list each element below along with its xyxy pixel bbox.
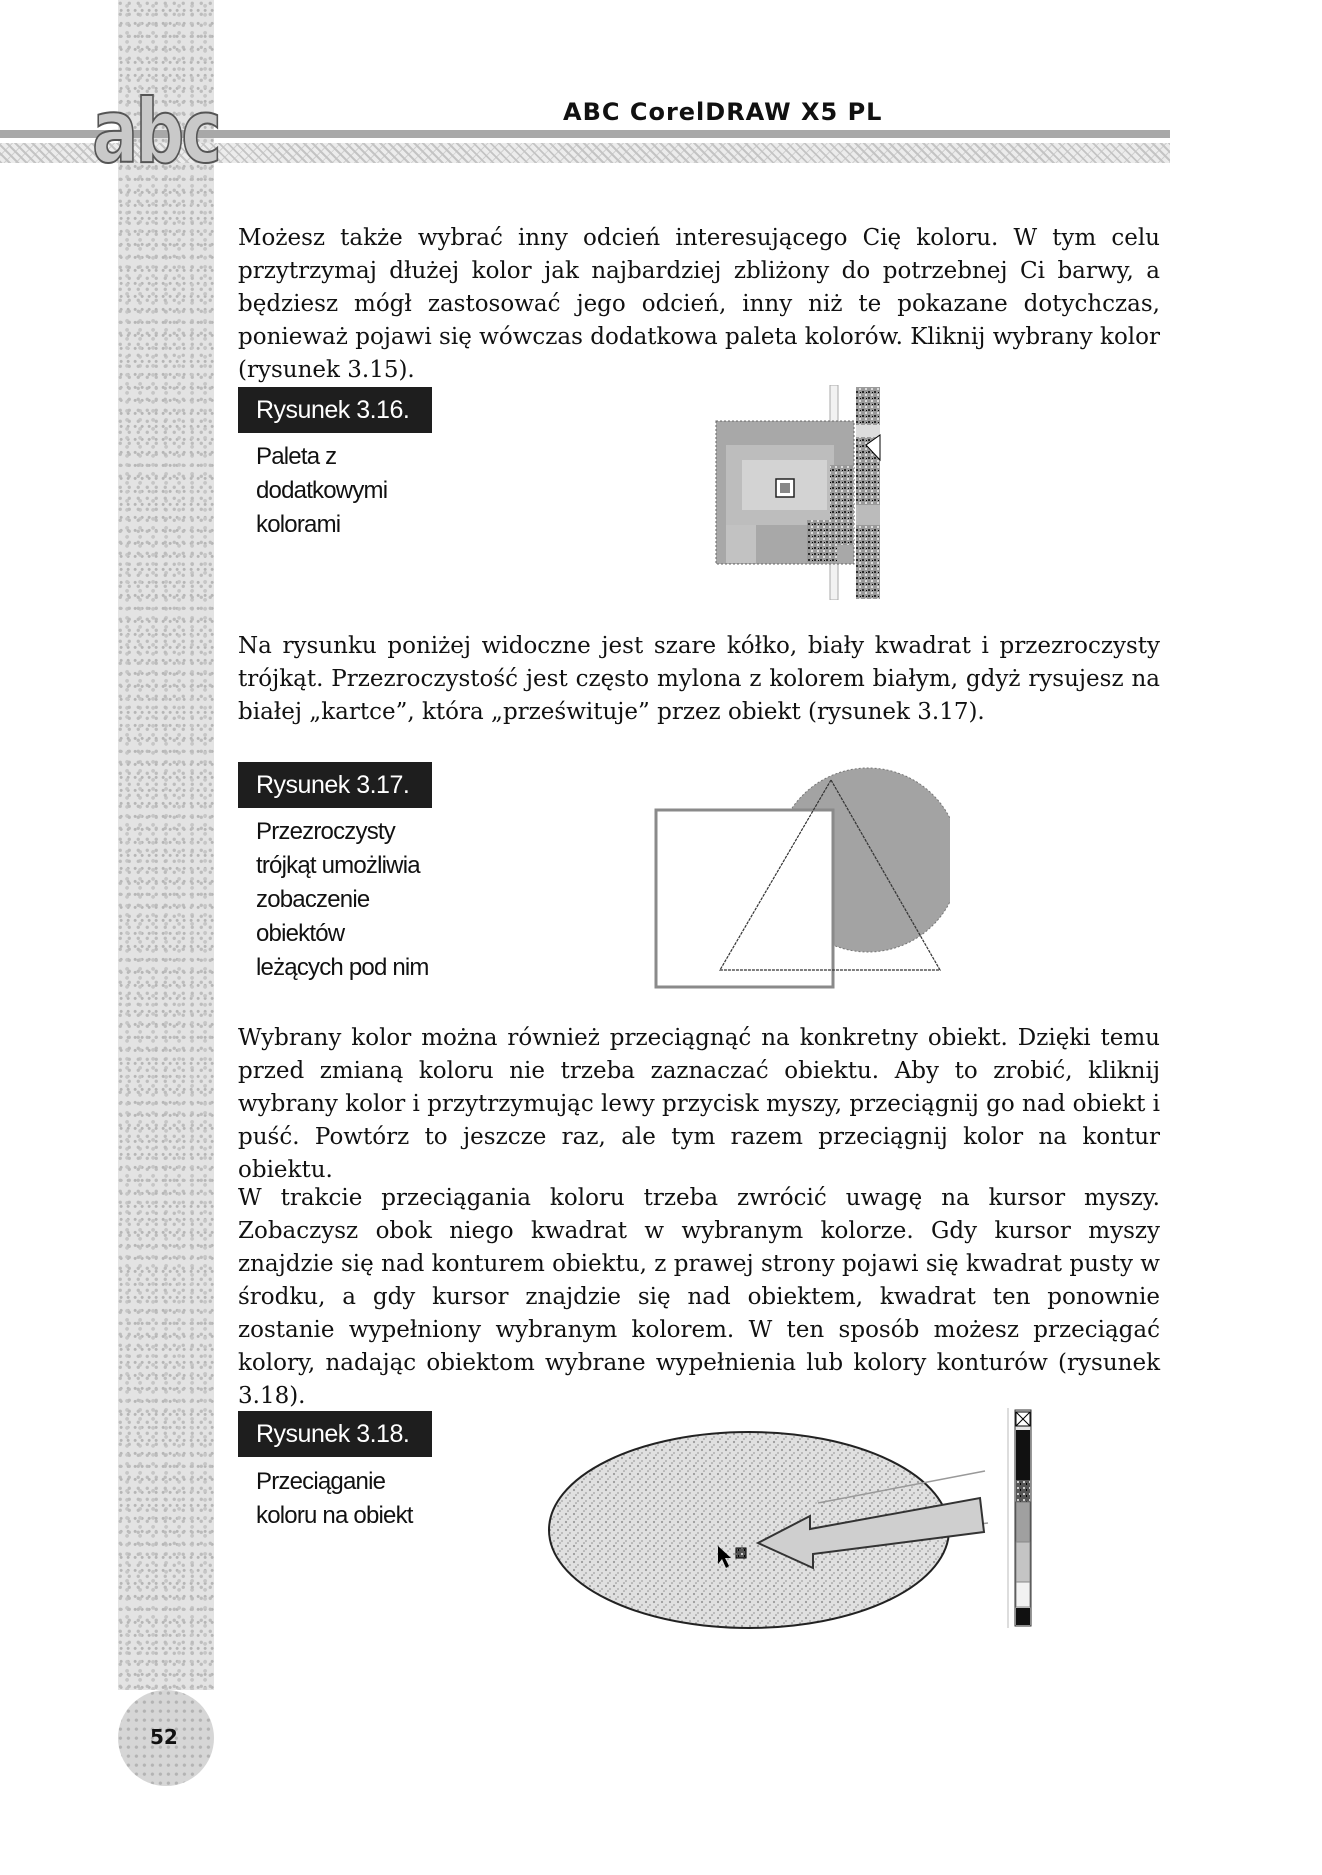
- drag-color-figure: [548, 1408, 1048, 1633]
- white-square: [656, 810, 833, 987]
- figure-label-3-17: Rysunek 3.17.: [238, 762, 432, 808]
- paragraph-2: Na rysunku poniżej widoczne jest szare kółko, biały kwadrat i przezroczysty trójkąt. Przezroczystość jest często mylona z kolorem białym, gdyż rysujesz na białej „kartce”, która „prześwituje” przez obiekt (rysunek 3.17).: [238, 633, 1160, 725]
- paragraph-1: Możesz także wybrać inny odcień interesującego Cię koloru. W tym celu przytrzymaj dłużej kolor jak najbardziej zbliżony do potrzebnej Ci barwy, a będziesz mógł zastosować jego odcień, inny niż te pokazane dotychczas, ponieważ pojawi się wówczas dodatkowa paleta kolorów. Kliknij wybrany kolor (rysunek 3.15).: [238, 225, 1160, 383]
- paragraph-4: W trakcie przeciągania koloru trzeba zwrócić uwagę na kursor myszy. Zobaczysz obok niego kwadrat w wybranym kolorze. Gdy kursor myszy znajdzie się nad konturem obiektu, z prawej strony pojawi się kwadrat pusty w środku, a gdy kursor znajdzie się nad obiektem, kwadrat ten ponownie zostanie wypełniony wybranym kolorem. W ten sposób możesz przeciągać kolory, nadając obiektom wybrane wypełnienia lub kolory konturów (rysunek 3.18).: [238, 1185, 1160, 1409]
- palette-figure: [712, 385, 892, 600]
- transparency-figure: [650, 760, 950, 992]
- figure-caption-3-18: Przeciąganie koloru na obiekt: [256, 1468, 413, 1529]
- figure-caption-3-17: Przezroczysty trójkąt umożliwia zobaczenie obiektów leżących pod nim: [256, 818, 429, 981]
- page-number: 52: [150, 1725, 178, 1749]
- figure-label-3-16: Rysunek 3.16.: [238, 387, 432, 433]
- book-title: ABC CorelDRAW X5 PL: [563, 98, 883, 126]
- decorative-side-strip: [118, 0, 214, 1690]
- paragraph-3: Wybrany kolor można również przeciągnąć na konkretny obiekt. Dzięki temu przed zmianą koloru nie trzeba zaznaczać obiektu. Aby to zrobić, kliknij wybrany kolor i przytrzymując lewy przycisk myszy, przeciągnij go nad obiekt i puść. Powtórz to jeszcze raz, ale tym razem przeciągnij kolor na kontur obiektu.: [238, 1025, 1160, 1183]
- figure-label-3-18: Rysunek 3.18.: [238, 1411, 432, 1457]
- no-color-swatch-icon: [1016, 1412, 1030, 1426]
- abc-logo: abc: [92, 80, 219, 183]
- figure-caption-3-16: Paleta z dodatkowymi kolorami: [256, 443, 388, 538]
